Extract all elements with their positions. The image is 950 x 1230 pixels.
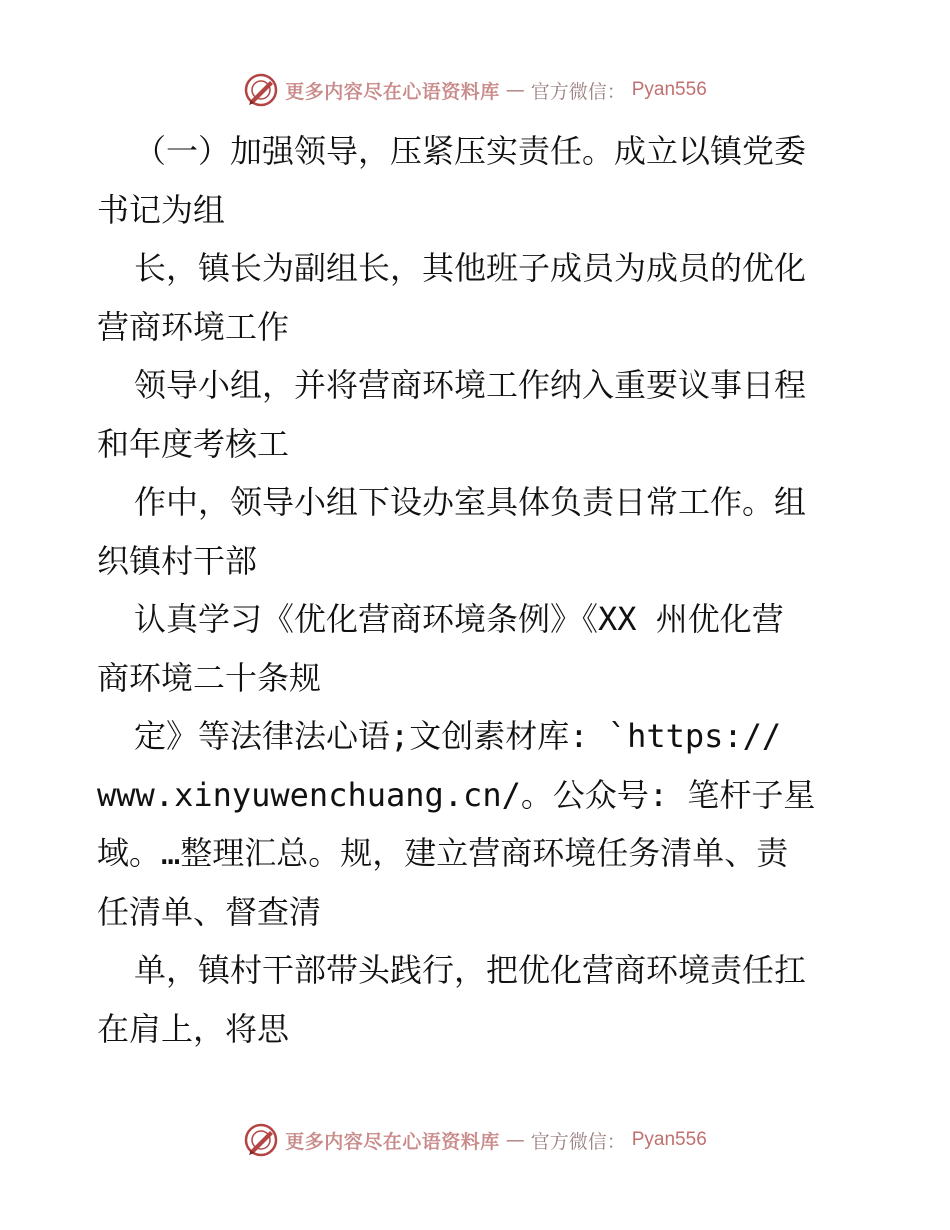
document-body xyxy=(97,122,857,1058)
text-line: 和年度考核工 xyxy=(97,424,290,463)
footer-wechat-id: Pyan556 xyxy=(631,1129,707,1150)
footer-wechat-label: 官方微信： xyxy=(530,1130,626,1153)
text-line: 领导小组，并将营商环境工作纳入重要议事日程 xyxy=(134,366,807,404)
text-line: 定》等法律法心语;文创素材库: `https:// xyxy=(134,717,782,755)
text-line: 长，镇长为副组长，其他班子成员为成员的优化 xyxy=(134,249,807,287)
text-line: 任清单、督查清 xyxy=(97,892,322,931)
text-line: www.xinyuwenchuang.cn/。公众号: 笔杆子星 xyxy=(97,775,816,814)
footer-banner xyxy=(0,1118,950,1162)
text-line: 域。…整理汇总。规，建立营商环境任务清单、责 xyxy=(97,834,789,872)
text-line: 书记为组 xyxy=(97,190,226,229)
text-line: 商环境二十条规 xyxy=(97,658,322,697)
text-line: 单，镇村干部带头践行，把优化营商环境责任扛 xyxy=(134,951,807,989)
footer-banner-dash: — xyxy=(505,1129,525,1151)
text-line: 在肩上，将思 xyxy=(97,1009,290,1048)
header-banner xyxy=(0,68,950,112)
pen-logo-icon xyxy=(243,72,279,108)
header-banner-dash: — xyxy=(505,79,525,101)
text-line: 认真学习《优化营商环境条例》《XX 州优化营 xyxy=(134,600,784,638)
text-line: 营商环境工作 xyxy=(97,307,290,346)
footer-banner-text: 更多内容尽在心语资料库 xyxy=(285,1130,500,1153)
pen-logo-icon xyxy=(243,1122,279,1158)
text-line: 作中，领导小组下设办室具体负责日常工作。组 xyxy=(134,483,807,521)
header-wechat-id: Pyan556 xyxy=(631,79,707,100)
header-wechat-label: 官方微信： xyxy=(530,80,626,103)
text-line: 织镇村干部 xyxy=(97,541,258,580)
text-line: （一）加强领导，压紧压实责任。成立以镇党委 xyxy=(134,132,807,170)
header-banner-text: 更多内容尽在心语资料库 xyxy=(285,80,500,103)
